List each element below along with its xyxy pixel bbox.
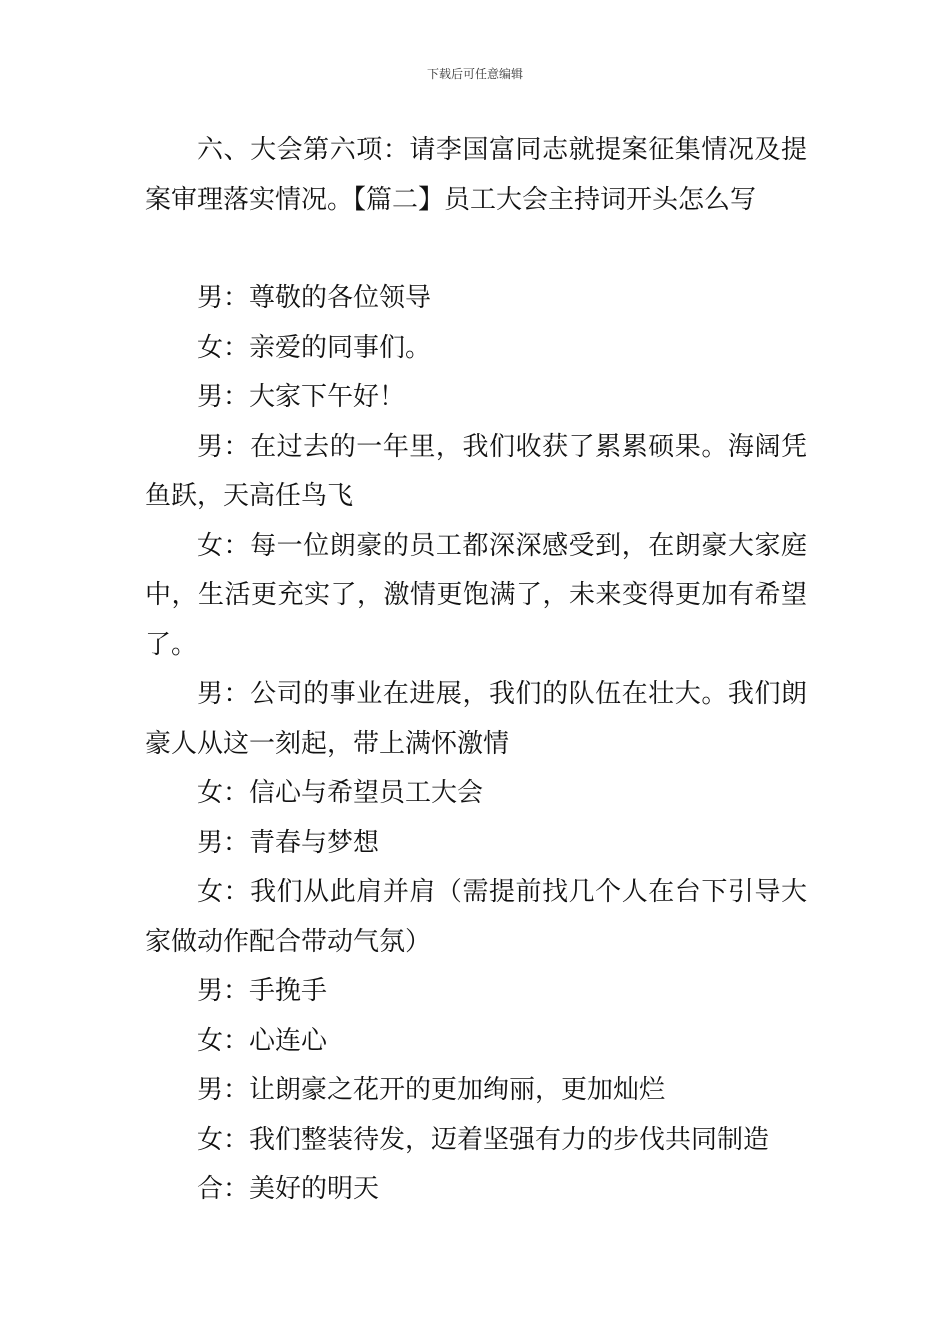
paragraph-line: 男：手挽手: [197, 976, 328, 1006]
paragraph-line: 男：青春与梦想: [197, 827, 380, 858]
paragraph-line: 女：我们从此肩并肩（需提前找几个人在台下引导大家做动作配合带动气氛）: [145, 877, 807, 957]
paragraph-agenda-item-six: 六、大会第六项：请李国富同志就提案征集情况及提案审理落实情况。【篇二】员工大会主持词开头怎么写: [145, 135, 807, 215]
paragraph-line: 男：让朗豪之花开的更加绚丽，更加灿烂: [197, 1075, 666, 1105]
page-header: 下载后可任意编辑: [426, 67, 523, 81]
paragraph-line: 男：尊敬的各位领导: [197, 283, 432, 313]
paragraph-line: 合：美好的明天: [197, 1174, 380, 1204]
paragraph-line: 女：心连心: [197, 1025, 328, 1056]
paragraph-line: 女：每一位朗豪的员工都深深感受到，在朗豪大家庭中，生活更充实了，激情更饱满了，未来变得更加有希望了。: [145, 530, 807, 660]
paragraph-line: 男：大家下午好！: [197, 382, 406, 412]
paragraph-line: 女：信心与希望员工大会: [197, 778, 484, 808]
paragraph-line: 女：我们整装待发，迈着坚强有力的步伐共同制造: [197, 1124, 770, 1155]
paragraph-line: 男：公司的事业在进展，我们的队伍在壮大。我们朗豪人从这一刻起，带上满怀激情: [145, 679, 807, 759]
document-body: [145, 126, 807, 1215]
paragraph-gap: [145, 225, 807, 274]
paragraph-line: 男：在过去的一年里，我们收获了累累硕果。海阔凭鱼跃，天高任鸟飞: [145, 431, 807, 511]
paragraph-line: 女：亲爱的同事们。: [197, 332, 432, 363]
